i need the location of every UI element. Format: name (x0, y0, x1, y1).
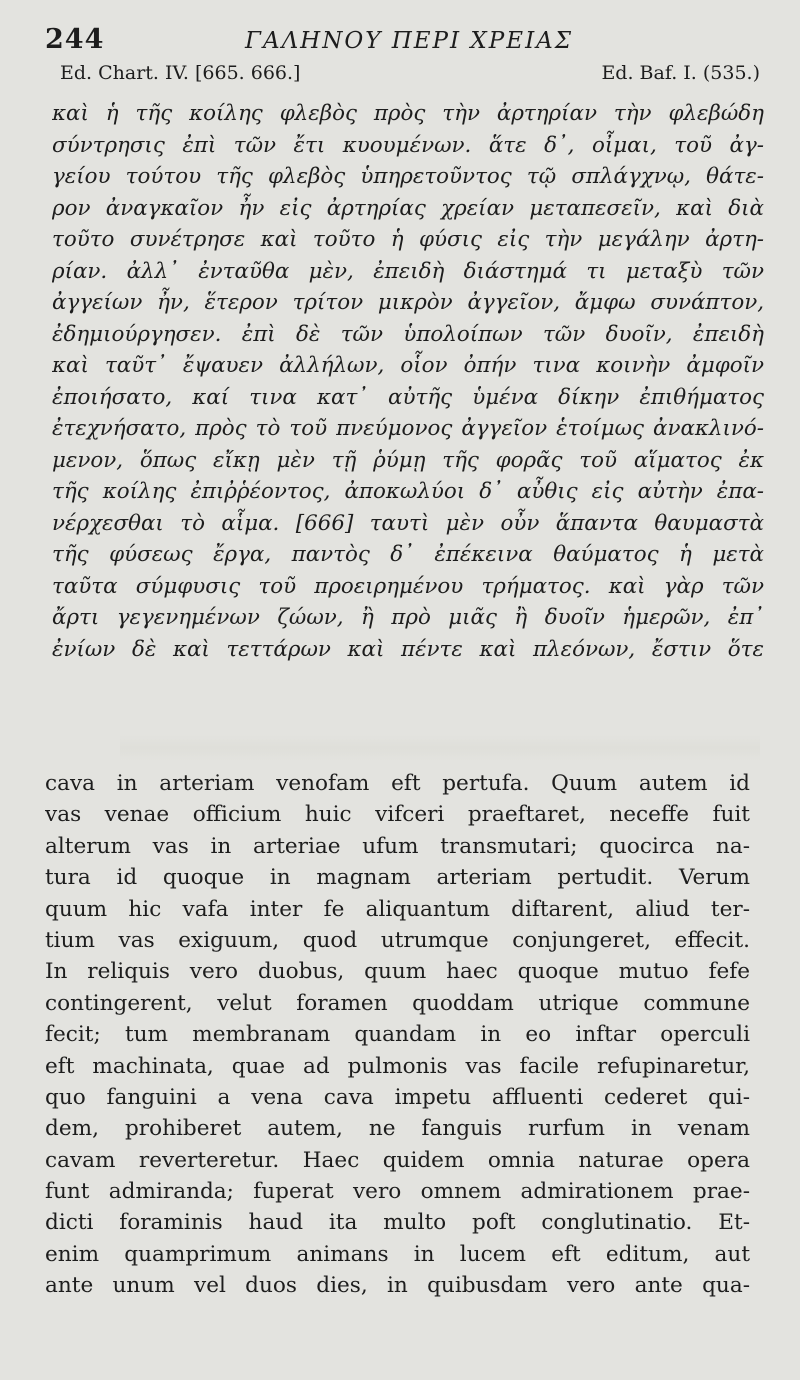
greek-line: μενον, ὅπως εἴκῃ μὲν τῇ ῥύμῃ τῆς φορᾶς τοῦ αἵματος ἐκ (52, 447, 764, 473)
greek-line: τῆς κοίλης ἐπιῤῥέοντος, ἀποκωλύοι δ᾽ αὖθις εἰς αὐτὴν ἐπα- (52, 479, 764, 504)
latin-line: vas venae officium huic vifceri praeftaret, neceffe fuit (45, 802, 750, 828)
bleed-through (120, 735, 760, 761)
greek-line: ἐνίων δὲ καὶ τεττάρων καὶ πέντε καὶ πλεόνων, ἔστιν ὅτε (52, 636, 764, 662)
running-title: ΓΑΛΗΝΟΥ ΠΕΡΙ ΧΡΕΙΑΣ (245, 28, 574, 54)
edition-left: Ed. Chart. IV. [665. 666.] (60, 62, 301, 84)
latin-line: alterum vas in arteriae ufum transmutari; quocirca na- (45, 833, 750, 859)
greek-line: σύντρησις ἐπὶ τῶν ἔτι κυουμένων. ἅτε δ᾽, οἶμαι, τοῦ ἀγ- (52, 132, 764, 158)
greek-line: ἐδημιούργησεν. ἐπὶ δὲ τῶν ὑπολοίπων τῶν δυοῖν, ἐπειδὴ (52, 321, 764, 347)
latin-line: contingerent, velut foramen quoddam utrique commune (45, 990, 750, 1016)
page-header (45, 18, 760, 58)
latin-line: fecit; tum membranam quandam in eo inftar operculi (45, 1022, 750, 1048)
latin-line: dem, prohiberet autem, ne fanguis rurfum in venam (45, 1116, 750, 1142)
greek-line: ἀγγείων ἦν, ἕτερον τρίτον μικρὸν ἀγγεῖον, ἄμφω συνάπτον, (52, 290, 764, 315)
greek-line: καὶ ταῦτ᾽ ἔψαυεν ἀλλήλων, οἷον ὀπήν τινα κοινὴν ἀμφοῖν (52, 353, 764, 378)
edition-right: Ed. Baf. I. (535.) (601, 62, 760, 84)
greek-line: ἐτεχνήσατο, πρὸς τὸ τοῦ πνεύμονος ἀγγεῖον ἑτοίμως ἀνακλινό- (52, 416, 764, 441)
greek-line: ἐποιήσατο, καί τινα κατ᾽ αὐτῆς ὑμένα δίκην ἐπιθήματος (52, 384, 764, 410)
greek-line: νέρχεσθαι τὸ αἷμα. [666] ταυτὶ μὲν οὖν ἅπαντα θαυμαστὰ (52, 510, 764, 536)
latin-line: tura id quoque in magnam arteriam pertudit. Verum (45, 865, 750, 891)
page-number: 244 (45, 24, 105, 55)
greek-text (52, 98, 764, 665)
latin-line: quo fanguini a vena cava impetu affluenti cederet qui- (45, 1084, 750, 1110)
latin-line: tium vas exiguum, quod utrumque conjungeret, effecit. (45, 927, 750, 953)
latin-line: funt admiranda; fuperat vero omnem admirationem prae- (45, 1179, 750, 1205)
greek-line: γείου τούτου τῆς φλεβὸς ὑπηρετοῦντος τῷ σπλάγχνῳ, θάτε- (52, 164, 764, 189)
latin-line: ante unum vel duos dies, in quibusdam vero ante qua- (45, 1273, 750, 1299)
latin-line: In reliquis vero duobus, quum haec quoque mutuo fefe (45, 959, 750, 985)
latin-text (45, 768, 750, 1302)
latin-line: eft machinata, quae ad pulmonis vas facile refupinaretur, (45, 1053, 750, 1079)
latin-line: cava in arteriam venofam eft pertufa. Quum autem id (45, 771, 750, 796)
latin-line: cavam reverteretur. Haec quidem omnia naturae opera (45, 1147, 750, 1173)
greek-line: τοῦτο συνέτρησε καὶ τοῦτο ἡ φύσις εἰς τὴν μεγάλην ἀρτη- (52, 227, 764, 252)
greek-line: ρον ἀναγκαῖον ἦν εἰς ἀρτηρίας χρείαν μεταπεσεῖν, καὶ διὰ (52, 195, 764, 221)
latin-line: quum hic vafa inter fe aliquantum diftarent, aliud ter- (45, 896, 750, 922)
latin-line: enim quamprimum animans in lucem eft editum, aut (45, 1241, 750, 1267)
greek-line: τῆς φύσεως ἔργα, παντὸς δ᾽ ἐπέκεινα θαύματος ἡ μετὰ (52, 542, 764, 567)
greek-line: ἄρτι γεγενημένων ζώων, ἢ πρὸ μιᾶς ἢ δυοῖν ἡμερῶν, ἐπ᾽ (52, 605, 764, 630)
greek-line: ταῦτα σύμφυσις τοῦ προειρημένου τρήματος. καὶ γὰρ τῶν (52, 573, 764, 599)
latin-line: dicti foraminis haud ita multo poft conglutinatio. Et- (45, 1210, 750, 1236)
greek-line: ρίαν. ἀλλ᾽ ἐνταῦθα μὲν, ἐπειδὴ διάστημά τι μεταξὺ τῶν (52, 258, 764, 284)
greek-line: καὶ ἡ τῆς κοίλης φλεβὸς πρὸς τὴν ἀρτηρίαν τὴν φλεβώδη (52, 101, 764, 126)
